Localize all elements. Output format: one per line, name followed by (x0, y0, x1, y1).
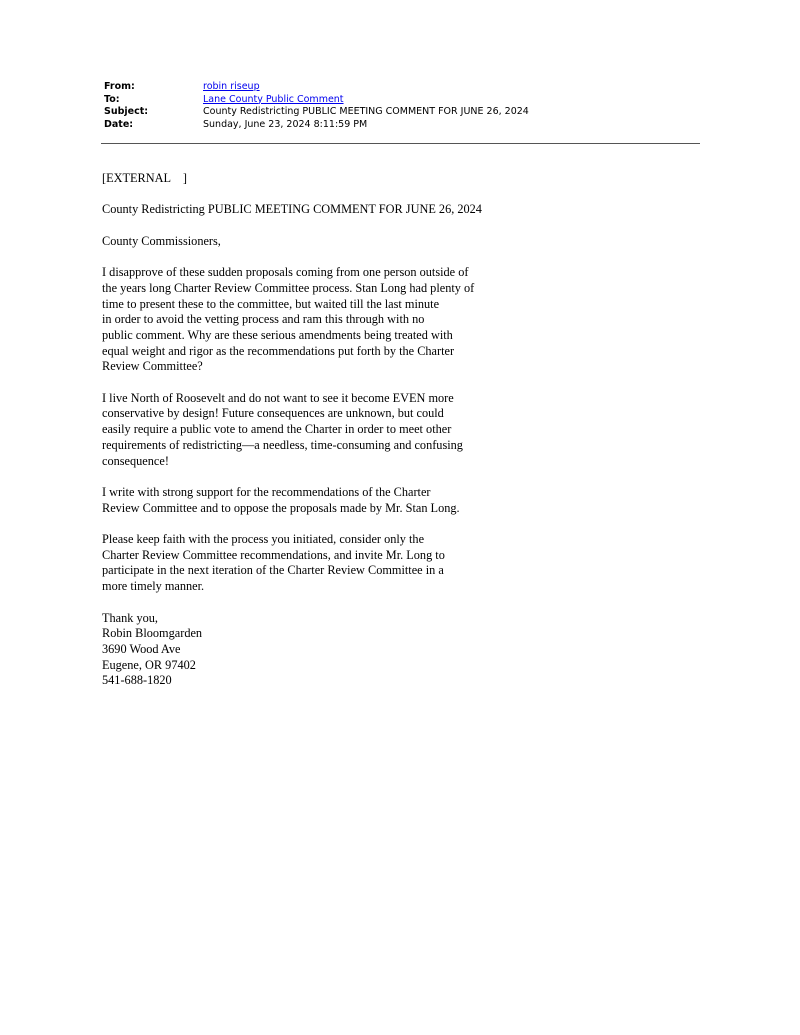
header-to-row (104, 94, 700, 107)
to-recipient-link[interactable]: Lane County Public Comment (203, 93, 344, 105)
paragraph-line: easily require a public vote to amend the Charter in order to meet other (102, 422, 452, 437)
from-sender-link[interactable]: robin riseup (203, 81, 260, 92)
paragraph-line: equal weight and rigor as the recommendations put forth by the Charter (102, 343, 455, 358)
body-subject-text: County Redistricting PUBLIC MEETING COMMENT FOR JUNE 26, 2024 (102, 202, 482, 217)
signature-name: Robin Bloomgarden (102, 626, 203, 641)
header-date-row (104, 119, 700, 132)
signature-city: Eugene, OR 97402 (102, 657, 196, 672)
paragraph-line: requirements of redistricting—a needless, time-consuming and confusing (102, 437, 463, 452)
paragraph-line: consequence! (102, 453, 169, 468)
header-from-row (104, 81, 700, 94)
salutation (102, 234, 662, 250)
signature-phone: 541-688-1820 (102, 673, 172, 688)
external-tag (102, 171, 662, 187)
signature-closing: Thank you, (102, 610, 159, 625)
paragraph-roosevelt (102, 391, 662, 470)
paragraph-line: I disapprove of these sudden proposals coming from one person outside of (102, 265, 469, 280)
subject-label: Subject: (104, 106, 149, 117)
paragraph-line: more timely manner. (102, 579, 205, 594)
header-subject-row (104, 106, 700, 119)
paragraph-line: the years long Charter Review Committee process. Stan Long had plenty of (102, 280, 475, 295)
subject-value: County Redistricting PUBLIC MEETING COMMENT FOR JUNE 26, 2024 (203, 106, 529, 117)
paragraph-disapproval (102, 265, 662, 375)
paragraph-line: Charter Review Committee recommendations, and invite Mr. Long to (102, 547, 445, 562)
date-label: Date: (104, 118, 134, 130)
paragraph-line: Review Committee and to oppose the proposals made by Mr. Stan Long. (102, 500, 460, 515)
date-value: Sunday, June 23, 2024 8:11:59 PM (203, 118, 368, 130)
signature-street: 3690 Wood Ave (102, 641, 181, 656)
to-label: To: (104, 93, 120, 105)
paragraph-line: I write with strong support for the recommendations of the Charter (102, 484, 431, 499)
paragraph-line: public comment. Why are these serious amendments being treated with (102, 327, 453, 342)
paragraph-line: time to present these to the committee, but waited till the last minute (102, 296, 440, 311)
from-label: From: (104, 81, 135, 92)
paragraph-line: I live North of Roosevelt and do not want to see it become EVEN more (102, 390, 454, 405)
body-subject-line (102, 202, 662, 218)
paragraph-line: Review Committee? (102, 359, 203, 374)
signature-block (102, 611, 662, 690)
paragraph-line: Please keep faith with the process you initiated, consider only the (102, 532, 425, 547)
paragraph-line: in order to avoid the vetting process and ram this through with no (102, 312, 425, 327)
salutation-text: County Commissioners, (102, 233, 221, 248)
paragraph-line: conservative by design! Future consequences are unknown, but could (102, 406, 444, 421)
email-body (102, 171, 662, 705)
external-tag-text: [EXTERNAL ] (102, 171, 187, 185)
paragraph-line: participate in the next iteration of the Charter Review Committee in a (102, 563, 444, 578)
paragraph-support (102, 485, 662, 516)
email-header (104, 81, 700, 131)
paragraph-request (102, 532, 662, 595)
header-divider (101, 143, 700, 144)
